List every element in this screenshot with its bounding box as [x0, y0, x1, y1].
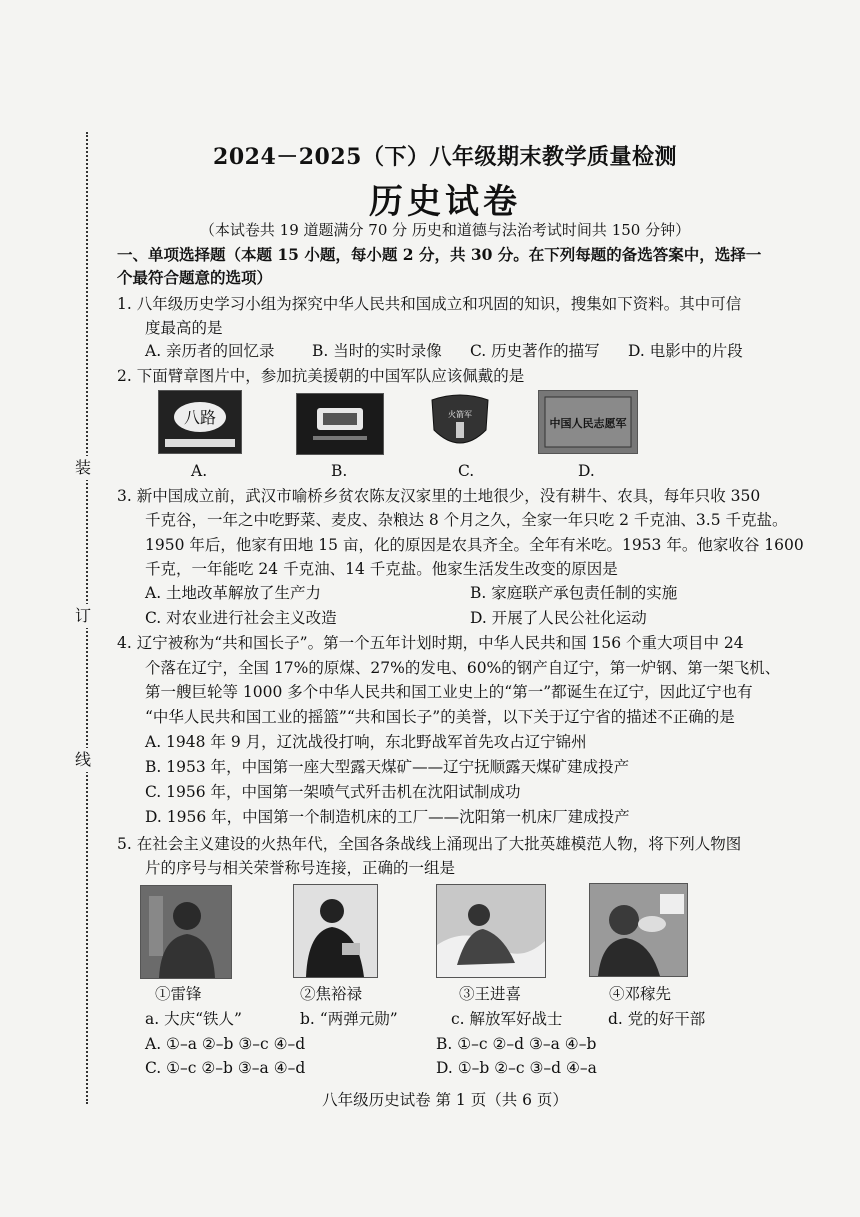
section-heading-line2: 个最符合题意的选项） [117, 268, 273, 287]
binding-label-zhuang: 装 [75, 456, 91, 480]
q1-option-d: D. 电影中的片段 [628, 342, 743, 360]
q5-title-b: b. “两弹元勋” [300, 1010, 398, 1028]
armband-b-image [296, 393, 384, 455]
binding-label-xian: 线 [75, 748, 91, 772]
q4-option-c: C. 1956 年，中国第一架喷气式歼击机在沈阳试制成功 [145, 783, 521, 801]
q5-person-1: ①雷锋 [155, 985, 202, 1003]
q5-title-c: c. 解放军好战士 [451, 1010, 563, 1028]
q4-stem-line2: 个落在辽宁，全国 17%的原煤、27%的发电、60%的钢产自辽宁，第一炉钢、第一架飞机、 [145, 659, 781, 677]
exam-title: 2024－2025（下）八年级期末教学质量检测 [213, 144, 677, 170]
armband-c-image [428, 390, 492, 456]
q3-option-d: D. 开展了人民公社化运动 [470, 609, 647, 627]
q5-title-a: a. 大庆“铁人” [145, 1010, 242, 1028]
q1-stem-line2: 度最高的是 [145, 319, 223, 337]
q5-title-d: d. 党的好干部 [608, 1010, 706, 1028]
q1-option-b: B. 当时的实时录像 [312, 342, 442, 360]
q4-stem-line1: 4. 辽宁被称为“共和国长子”。第一个五年计划时期，中华人民共和国 156 个重大项目中 24 [117, 634, 744, 652]
binding-label-ding: 订 [75, 604, 91, 628]
q3-stem-line1: 3. 新中国成立前，武汉市喻桥乡贫农陈友汉家里的土地很少，没有耕牛、农具，每年只收 350 [117, 487, 761, 505]
q4-stem-line4: “中华人民共和国工业的摇篮”“共和国长子”的美誉，以下关于辽宁省的描述不正确的是 [145, 708, 735, 726]
exam-note: （本试卷共 19 道题满分 70 分 历史和道德与法治考试时间共 150 分钟） [199, 221, 691, 239]
armband-d-text: 中国人民志愿军 [549, 417, 627, 430]
q4-option-b: B. 1953 年，中国第一座大型露天煤矿——辽宁抚顺露天煤矿建成投产 [145, 758, 630, 776]
armband-d-image [538, 390, 638, 454]
q2-label-c: C. [458, 462, 475, 480]
q3-stem-line3: 1950 年后，他家有田地 15 亩，化的原因是农具齐全。全年有米吃。1953 年。他家收谷 1600 [145, 536, 804, 554]
q5-person-2: ②焦裕禄 [300, 985, 363, 1003]
q5-stem-line2: 片的序号与相关荣誉称号连接，正确的一组是 [145, 859, 456, 877]
q3-option-a: A. 土地改革解放了生产力 [145, 584, 322, 602]
photo-person-4 [589, 883, 688, 977]
q5-person-3: ③王进喜 [459, 985, 522, 1003]
exam-subject: 历史试卷 [369, 182, 521, 222]
q5-person-4: ④邓稼先 [609, 985, 672, 1003]
q3-option-c: C. 对农业进行社会主义改造 [145, 609, 337, 627]
q1-option-c: C. 历史著作的描写 [470, 342, 600, 360]
q2-label-d: D. [578, 462, 595, 480]
q3-option-b: B. 家庭联产承包责任制的实施 [470, 584, 678, 602]
q1-option-a: A. 亲历者的回忆录 [145, 342, 275, 360]
armband-a-image [158, 390, 242, 454]
q5-option-a: A. ①–a ②–b ③–c ④–d [145, 1035, 306, 1053]
q4-stem-line3: 第一艘巨轮等 1000 多个中华人民共和国工业史上的“第一”都诞生在辽宁，因此辽宁也有 [145, 683, 753, 701]
photo-person-2 [293, 884, 378, 978]
armband-c-text: 火箭军 [448, 410, 472, 419]
q4-option-d: D. 1956 年，中国第一个制造机床的工厂——沈阳第一机床厂建成投产 [145, 808, 630, 826]
q4-option-a: A. 1948 年 9 月，辽沈战役打响，东北野战军首先攻占辽宁锦州 [145, 733, 587, 751]
section-heading-line1: 一、单项选择题（本题 15 小题，每小题 2 分，共 30 分。在下列每题的备选答案中，选择一 [117, 245, 762, 264]
q5-stem-line1: 5. 在社会主义建设的火热年代，全国各条战线上涌现出了大批英雄模范人物，将下列人物图 [117, 835, 742, 853]
q2-stem-line1: 2. 下面臂章图片中，参加抗美援朝的中国军队应该佩戴的是 [117, 367, 525, 385]
page-footer: 八年级历史试卷 第 1 页（共 6 页） [322, 1091, 568, 1109]
q1-stem-line1: 1. 八年级历史学习小组为探究中华人民共和国成立和巩固的知识，搜集如下资料。其中可信 [117, 295, 742, 313]
q3-stem-line2: 千克谷，一年之中吃野菜、麦皮、杂粮达 8 个月之久，全家一年只吃 2 千克油、3.5 千克盐。 [145, 511, 788, 529]
q2-label-b: B. [331, 462, 348, 480]
q3-stem-line4: 千克，一年能吃 24 千克油、14 千克盐。他家生活发生改变的原因是 [145, 560, 618, 578]
q5-option-d: D. ①–b ②–c ③–d ④–a [436, 1059, 597, 1077]
photo-person-3 [436, 884, 546, 978]
q5-option-b: B. ①–c ②–d ③–a ④–b [436, 1035, 597, 1053]
photo-person-1 [140, 885, 232, 979]
q5-option-c: C. ①–c ②–b ③–a ④–d [145, 1059, 306, 1077]
armband-a-text: 八路 [183, 408, 217, 427]
q2-label-a: A. [191, 462, 208, 480]
